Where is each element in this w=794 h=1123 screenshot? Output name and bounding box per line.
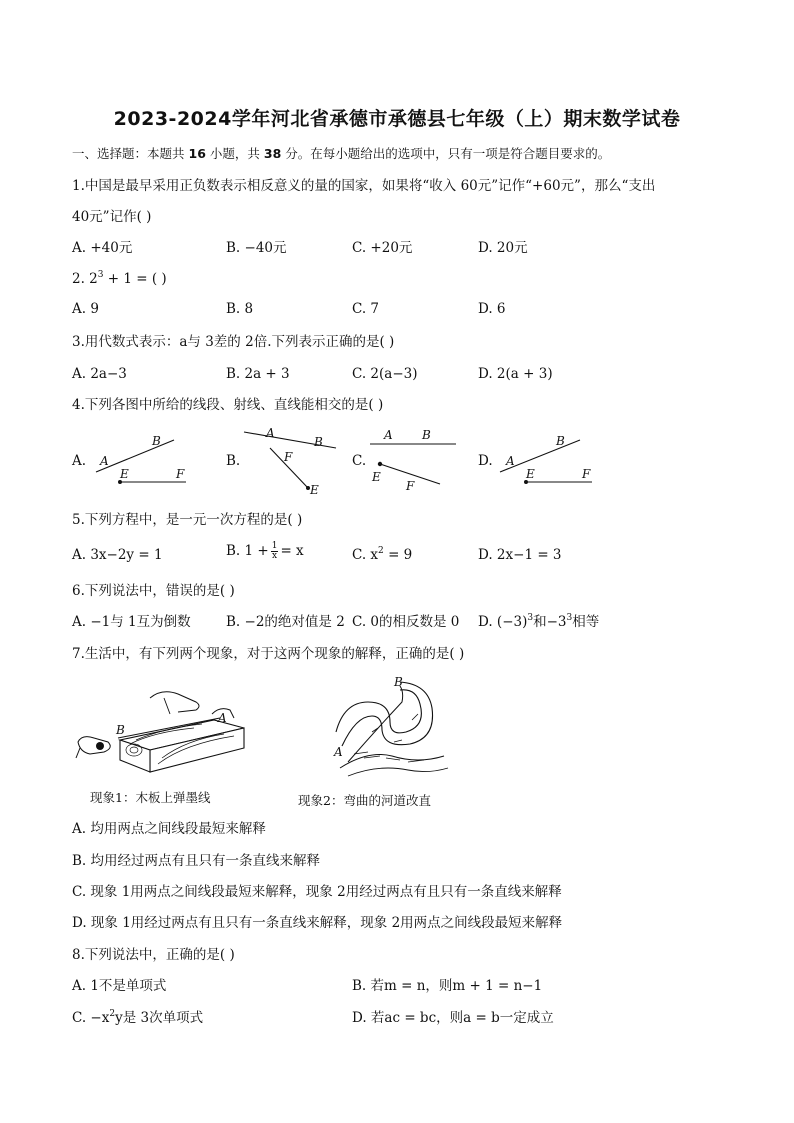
q3-option-a[interactable]: A. 2a−3 — [72, 366, 127, 382]
q7-stem: 7.生活中，有下列两个现象，对于这两个现象的解释，正确的是( ) — [72, 646, 465, 662]
q7-option-a[interactable]: A. 均用两点之间线段最短来解释 — [72, 821, 266, 837]
q2-option-c[interactable]: C. 7 — [352, 301, 380, 317]
q2-stem-exponent: 3 — [97, 270, 104, 280]
q3-option-c[interactable]: C. 2(a−3) — [352, 366, 418, 382]
q3-stem: 3.用代数式表示：a与 3差的 2倍.下列表示正确的是( ) — [72, 334, 395, 350]
q6-d-exp1: 3 — [527, 613, 534, 623]
q5-b-numerator: 1 — [271, 541, 278, 551]
q8-c-base: C. −x — [72, 1010, 110, 1026]
q4-figure-c — [366, 424, 466, 494]
q5-option-a[interactable]: A. 3x−2y = 1 — [72, 547, 163, 563]
q4-option-a[interactable]: A. — [72, 453, 87, 469]
section-suffix: 分。在每小题给出的选项中，只有一项是符合题目要求的。 — [285, 146, 611, 161]
q6-d-part1: D. (−3) — [478, 614, 528, 630]
q5-c-rest: = 9 — [383, 547, 413, 563]
q4b-label-e: E — [310, 483, 319, 497]
q4-stem: 4.下列各图中所给的线段、射线、直线能相交的是( ) — [72, 397, 384, 413]
section-score: 38 — [263, 146, 282, 161]
section-mid: 小题，共 — [209, 146, 260, 161]
section-header — [72, 145, 610, 163]
q1-stem-line1: 1.中国是最早采用正负数表示相反意义的量的国家，如果将“收入 60元”记作“+60元”，那么“支出 — [72, 178, 656, 194]
q8-c-rest: y是 3次单项式 — [115, 1010, 204, 1026]
q6-option-d[interactable] — [478, 613, 599, 631]
q8-c-exponent: 2 — [109, 1009, 116, 1019]
q8-option-a[interactable]: A. 1不是单项式 — [72, 978, 167, 994]
q5-c-base: C. x — [352, 547, 379, 563]
section-prefix: 一、选择题：本题共 — [72, 146, 185, 161]
q1-option-c[interactable]: C. +20元 — [352, 240, 413, 256]
q4a-label-e: E — [120, 467, 129, 481]
q1-stem-line2: 40元”记作( ) — [72, 209, 152, 225]
q2-option-d[interactable]: D. 6 — [478, 301, 506, 317]
q2-stem-rest: + 1 = ( ) — [103, 271, 167, 287]
q5-b-prefix: B. 1 + — [226, 543, 269, 559]
q5-option-c[interactable] — [352, 546, 412, 564]
q5-option-d[interactable]: D. 2x−1 = 3 — [478, 547, 562, 563]
q4a-label-f: F — [176, 467, 185, 481]
q6-option-a[interactable]: A. −1与 1互为倒数 — [72, 614, 191, 630]
q2-stem-base: 2. 2 — [72, 271, 98, 287]
q4-option-b[interactable]: B. — [226, 453, 241, 469]
q5-b-fraction — [271, 542, 279, 561]
q7-caption-1: 现象1：木板上弹墨线 — [90, 790, 211, 805]
q7-fig2-label-a: A — [334, 745, 343, 759]
q2-option-b[interactable]: B. 8 — [226, 301, 254, 317]
q8-option-b[interactable]: B. 若m = n，则m + 1 = n−1 — [352, 978, 543, 994]
q4a-label-b: B — [152, 434, 161, 448]
section-count: 16 — [188, 146, 206, 161]
q6-d-part2: 和−3 — [533, 614, 567, 630]
q4c-label-a: A — [384, 428, 393, 442]
q8-option-d[interactable]: D. 若ac = bc，则a = b一定成立 — [352, 1010, 554, 1026]
q7-option-b[interactable]: B. 均用经过两点有且只有一条直线来解释 — [72, 853, 321, 869]
q4c-label-b: B — [422, 428, 431, 442]
q5-option-b[interactable] — [226, 542, 304, 561]
q7-option-d[interactable]: D. 现象 1用经过两点有且只有一条直线来解释，现象 2用两点之间线段最短来解释 — [72, 915, 563, 931]
q7-option-c[interactable]: C. 现象 1用两点之间线段最短来解释，现象 2用经过两点有且只有一条直线来解释 — [72, 884, 562, 900]
q5-c-exponent: 2 — [378, 546, 384, 556]
q5-b-suffix: = x — [280, 543, 304, 559]
page-title: 2023-2024学年河北省承德市承德县七年级（上）期末数学试卷 — [113, 108, 681, 130]
q4-figure-a — [92, 428, 202, 490]
q2-stem — [72, 270, 167, 288]
q7-river-illustration — [328, 672, 458, 784]
q2-option-a[interactable]: A. 9 — [72, 301, 99, 317]
q6-stem: 6.下列说法中，错误的是( ) — [72, 583, 235, 599]
q7-fig2-label-b: B — [394, 675, 403, 689]
q5-stem: 5.下列方程中，是一元一次方程的是( ) — [72, 512, 303, 528]
q4c-label-f: F — [406, 479, 415, 493]
q4b-label-a: A — [266, 426, 275, 440]
q7-fig1-label-b: B — [116, 723, 125, 737]
q6-option-c[interactable]: C. 0的相反数是 0 — [352, 614, 460, 630]
q4-option-d[interactable]: D. — [478, 453, 493, 469]
q4-figure-b — [242, 424, 352, 498]
q6-d-exp2: 3 — [566, 613, 573, 623]
q4-figure-d — [496, 428, 600, 490]
q8-option-c[interactable] — [72, 1009, 203, 1027]
q1-option-b[interactable]: B. −40元 — [226, 240, 287, 256]
q4d-label-f: F — [582, 467, 591, 481]
q4d-label-b: B — [556, 434, 565, 448]
q4c-label-e: E — [372, 470, 381, 484]
q4d-label-e: E — [526, 467, 535, 481]
q3-option-d[interactable]: D. 2(a + 3) — [478, 366, 553, 382]
q4d-label-a: A — [506, 454, 515, 468]
q8-stem: 8.下列说法中，正确的是( ) — [72, 947, 235, 963]
q6-option-b[interactable]: B. −2的绝对值是 2 — [226, 614, 345, 630]
q6-d-part3: 相等 — [572, 614, 600, 630]
q5-b-denominator: x — [272, 551, 278, 561]
q7-wood-board-illustration — [74, 684, 254, 780]
q1-option-d[interactable]: D. 20元 — [478, 240, 528, 256]
q4b-label-f: F — [284, 450, 293, 464]
q4b-label-b: B — [314, 435, 323, 449]
q1-option-a[interactable]: A. +40元 — [72, 240, 133, 256]
q4a-label-a: A — [100, 454, 109, 468]
q4-option-c[interactable]: C. — [352, 453, 367, 469]
q7-caption-2: 现象2：弯曲的河道改直 — [298, 793, 431, 808]
q7-fig1-label-a: A — [218, 711, 227, 725]
q3-option-b[interactable]: B. 2a + 3 — [226, 366, 290, 382]
